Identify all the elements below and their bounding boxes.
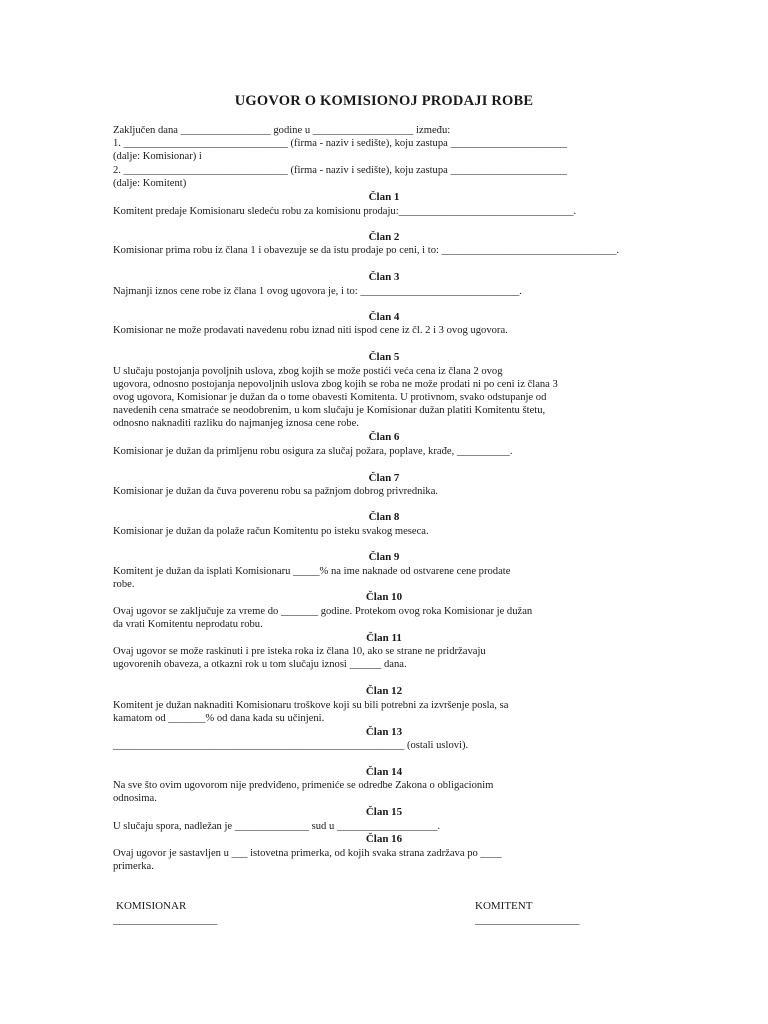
article-16-text: primerka. xyxy=(113,861,154,872)
article-5-text: ovog ugovora, Komisionar je dužan da o tome obavesti Komitenta. U protivnom, svako odstupanje od xyxy=(113,392,547,403)
article-14-text: Na sve što ovim ugovorom nije predviđeno, primeniće se odredbe Zakona o obligacionim xyxy=(113,780,494,791)
komisionar-signature-line: ___________________ xyxy=(113,914,218,926)
article-4-text: Komisionar ne može prodavati navedenu robu iznad niti ispod cene iz čl. 2 i 3 ovog ugovora. xyxy=(113,325,508,336)
article-1-heading: Član 1 xyxy=(368,191,400,203)
article-10-text: da vrati Komitentu neprodatu robu. xyxy=(113,619,263,630)
article-8-heading: Član 8 xyxy=(368,511,400,523)
article-2-text: Komisionar prima robu iz člana 1 i obavezuje se da istu prodaje po ceni, i to: _________________________________. xyxy=(113,245,620,256)
article-1-text: Komitent predaje Komisionaru sledeću robu za komisionu prodaju:_________________________________. xyxy=(113,206,577,217)
article-10-text: Ovaj ugovor se zaključuje za vreme do _______ godine. Protekom ovog roka Komisionar je dužan xyxy=(113,606,533,617)
komitent-signature-label: KOMITENT xyxy=(475,900,533,912)
article-11-text: ugovorenih obaveza, a otkazni rok u tom slučaju iznosi ______ dana. xyxy=(113,659,407,670)
intro-line: 1. _______________________________ (firma - naziv i sedište), koju zastupa ______________________ xyxy=(113,138,568,149)
article-5-heading: Član 5 xyxy=(368,351,400,363)
article-4-heading: Član 4 xyxy=(368,311,400,323)
article-13-heading: Član 13 xyxy=(365,726,403,738)
article-10-heading: Član 10 xyxy=(365,591,403,603)
article-8-text: Komisionar je dužan da polaže račun Komitentu po isteku svakog meseca. xyxy=(113,526,429,537)
article-5-text: navedenih cena smatraće se neodobrenim, u kom slučaju je Komisionar dužan platiti Komitentu štetu, xyxy=(113,405,546,416)
intro-line: Zaključen dana _________________ godine u ___________________ između: xyxy=(113,125,451,136)
article-5-text: odnosno naknaditi razliku do najmanjeg iznosa cene robe. xyxy=(113,418,359,429)
article-6-heading: Član 6 xyxy=(368,431,400,443)
article-7-heading: Član 7 xyxy=(368,472,400,484)
intro-line: (dalje: Komitent) xyxy=(113,178,187,189)
article-13-text: _______________________________________________________ (ostali uslovi). xyxy=(113,740,469,751)
article-16-heading: Član 16 xyxy=(365,833,403,845)
article-6-text: Komisionar je dužan da primljenu robu osigura za slučaj požara, poplave, krađe, __________. xyxy=(113,446,513,457)
article-3-heading: Član 3 xyxy=(368,271,400,283)
article-14-text: odnosima. xyxy=(113,793,157,804)
article-2-heading: Član 2 xyxy=(368,231,400,243)
intro-line: 2. _______________________________ (firma - naziv i sedište), koju zastupa ______________________ xyxy=(113,165,568,176)
article-5-text: ugovora, odnosno postojanja nepovoljnih uslova zbog kojih se roba ne može prodati ni po ceni iz člana 3 xyxy=(113,379,558,390)
article-5-text: U slučaju postojanja povoljnih uslova, zbog kojih se može postići veća cena iz člana 2 ovog xyxy=(113,366,503,377)
article-11-heading: Član 11 xyxy=(366,632,402,644)
article-15-heading: Član 15 xyxy=(365,806,403,818)
article-12-text: kamatom od _______% od dana kada su učinjeni. xyxy=(113,713,325,724)
article-11-text: Ovaj ugovor se može raskinuti i pre isteka roka iz člana 10, ako se strane ne pridržavaju xyxy=(113,646,486,657)
article-12-text: Komitent je dužan naknaditi Komisionaru troškove koji su bili potrebni za izvršenje posla, sa xyxy=(113,700,509,711)
komitent-signature-line: ___________________ xyxy=(475,914,580,926)
article-16-text: Ovaj ugovor je sastavljen u ___ istovetna primerka, od kojih svaka strana zadržava po ____ xyxy=(113,848,502,859)
article-15-text: U slučaju spora, nadležan je ______________ sud u ___________________. xyxy=(113,821,441,832)
article-14-heading: Član 14 xyxy=(365,766,403,778)
article-12-heading: Član 12 xyxy=(365,685,403,697)
document-title: UGOVOR O KOMISIONOJ PRODAJI ROBE xyxy=(234,93,534,109)
article-9-text: Komitent je dužan da isplati Komisionaru _____% na ime naknade od ostvarene cene prodate xyxy=(113,566,511,577)
article-7-text: Komisionar je dužan da čuva poverenu robu sa pažnjom dobrog privrednika. xyxy=(113,486,439,497)
komisionar-signature-label: KOMISIONAR xyxy=(116,900,187,912)
article-9-heading: Član 9 xyxy=(368,551,400,563)
article-9-text: robe. xyxy=(113,579,135,590)
article-3-text: Najmanji iznos cene robe iz člana 1 ovog ugovora je, i to: ______________________________. xyxy=(113,286,522,297)
intro-line: (dalje: Komisionar) i xyxy=(113,151,202,162)
